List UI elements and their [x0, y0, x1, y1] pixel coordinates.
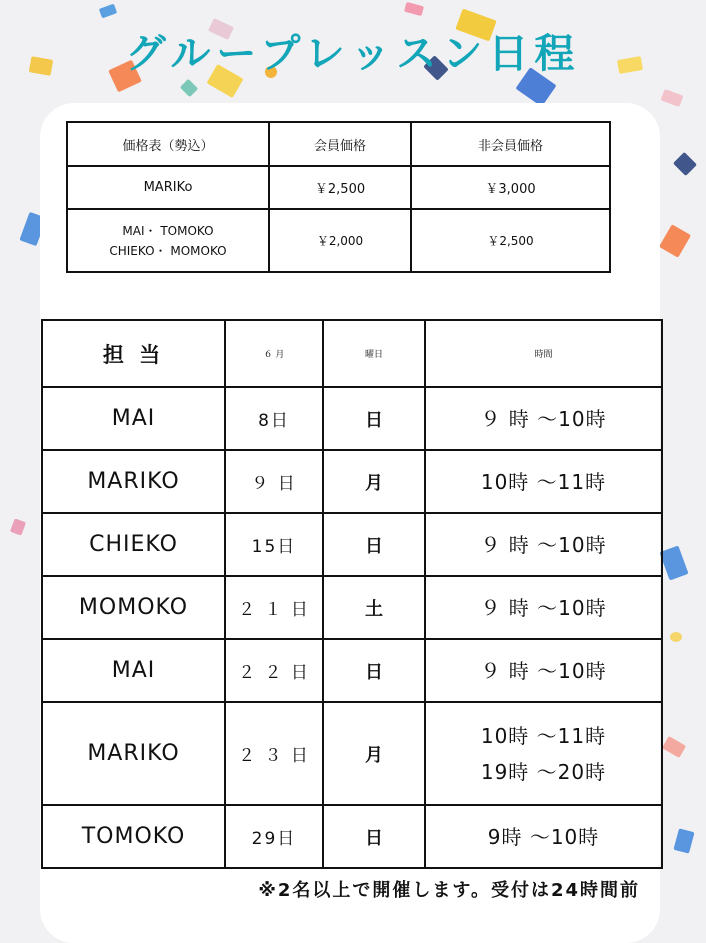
schedule-instructor: CHIEKO	[42, 513, 225, 576]
price-row-name	[67, 209, 269, 272]
schedule-instructor: MARIKO	[42, 450, 225, 513]
schedule-day: 月	[323, 450, 425, 513]
schedule-instructor: MARIKO	[42, 702, 225, 805]
schedule-date: ２ ２ 日	[225, 639, 323, 702]
schedule-instructor: TOMOKO	[42, 805, 225, 868]
schedule-header-day: 曜日	[323, 320, 425, 387]
schedule-day: 日	[323, 387, 425, 450]
schedule-row	[42, 513, 662, 576]
page-title: グループレッスン日程	[125, 31, 581, 77]
price-row	[67, 209, 610, 272]
schedule-time-slot-2: 19時 ～20時	[480, 759, 607, 784]
schedule-date: 8日	[225, 387, 323, 450]
price-header-label: 価格表（勢込）	[67, 122, 269, 166]
price-row-non-member: ￥2,500	[411, 209, 610, 272]
schedule-instructor: MOMOKO	[42, 576, 225, 639]
price-header-member: 会員価格	[269, 122, 411, 166]
price-row-name: MARIKo	[67, 166, 269, 209]
schedule-row	[42, 576, 662, 639]
schedule-time: ９ 時 ～10時	[425, 639, 662, 702]
price-row-name-line1: MAI・ TOMOKO	[122, 223, 214, 238]
schedule-date: 15日	[225, 513, 323, 576]
schedule-row	[42, 805, 662, 868]
price-table	[66, 121, 611, 273]
schedule-time	[425, 702, 662, 805]
schedule-day: 月	[323, 702, 425, 805]
schedule-row	[42, 702, 662, 805]
price-row-member: ￥2,500	[269, 166, 411, 209]
schedule-day: 日	[323, 805, 425, 868]
schedule-row	[42, 450, 662, 513]
schedule-header-time: 時間	[425, 320, 662, 387]
price-table-header	[67, 122, 610, 166]
schedule-time-slot-1: 10時 ～11時	[480, 723, 607, 748]
schedule-row	[42, 387, 662, 450]
schedule-day: 日	[323, 513, 425, 576]
schedule-header	[42, 320, 662, 387]
schedule-time: ９ 時 ～10時	[425, 513, 662, 576]
schedule-header-instructor: 担 当	[42, 320, 225, 387]
schedule-time: 10時 ～11時	[425, 450, 662, 513]
schedule-day: 日	[323, 639, 425, 702]
footnote: ※2名以上で開催します。受付は24時間前	[258, 880, 640, 901]
price-row	[67, 166, 610, 209]
schedule-day: 土	[323, 576, 425, 639]
schedule-time: ９ 時 ～10時	[425, 387, 662, 450]
schedule-date: ２ １ 日	[225, 576, 323, 639]
schedule-date: ２ ３ 日	[225, 702, 323, 805]
price-row-member: ￥2,000	[269, 209, 411, 272]
schedule-date: 29日	[225, 805, 323, 868]
price-header-non-member: 非会員価格	[411, 122, 610, 166]
price-row-non-member: ￥3,000	[411, 166, 610, 209]
schedule-instructor: MAI	[42, 387, 225, 450]
schedule-header-date: ６ 月	[225, 320, 323, 387]
schedule-date: ９ 日	[225, 450, 323, 513]
schedule-time: ９ 時 ～10時	[425, 576, 662, 639]
schedule-row	[42, 639, 662, 702]
schedule-table	[41, 319, 663, 869]
price-row-name-line2: CHIEKO・ MOMOKO	[109, 243, 227, 258]
schedule-time: 9時 ～10時	[425, 805, 662, 868]
schedule-instructor: MAI	[42, 639, 225, 702]
